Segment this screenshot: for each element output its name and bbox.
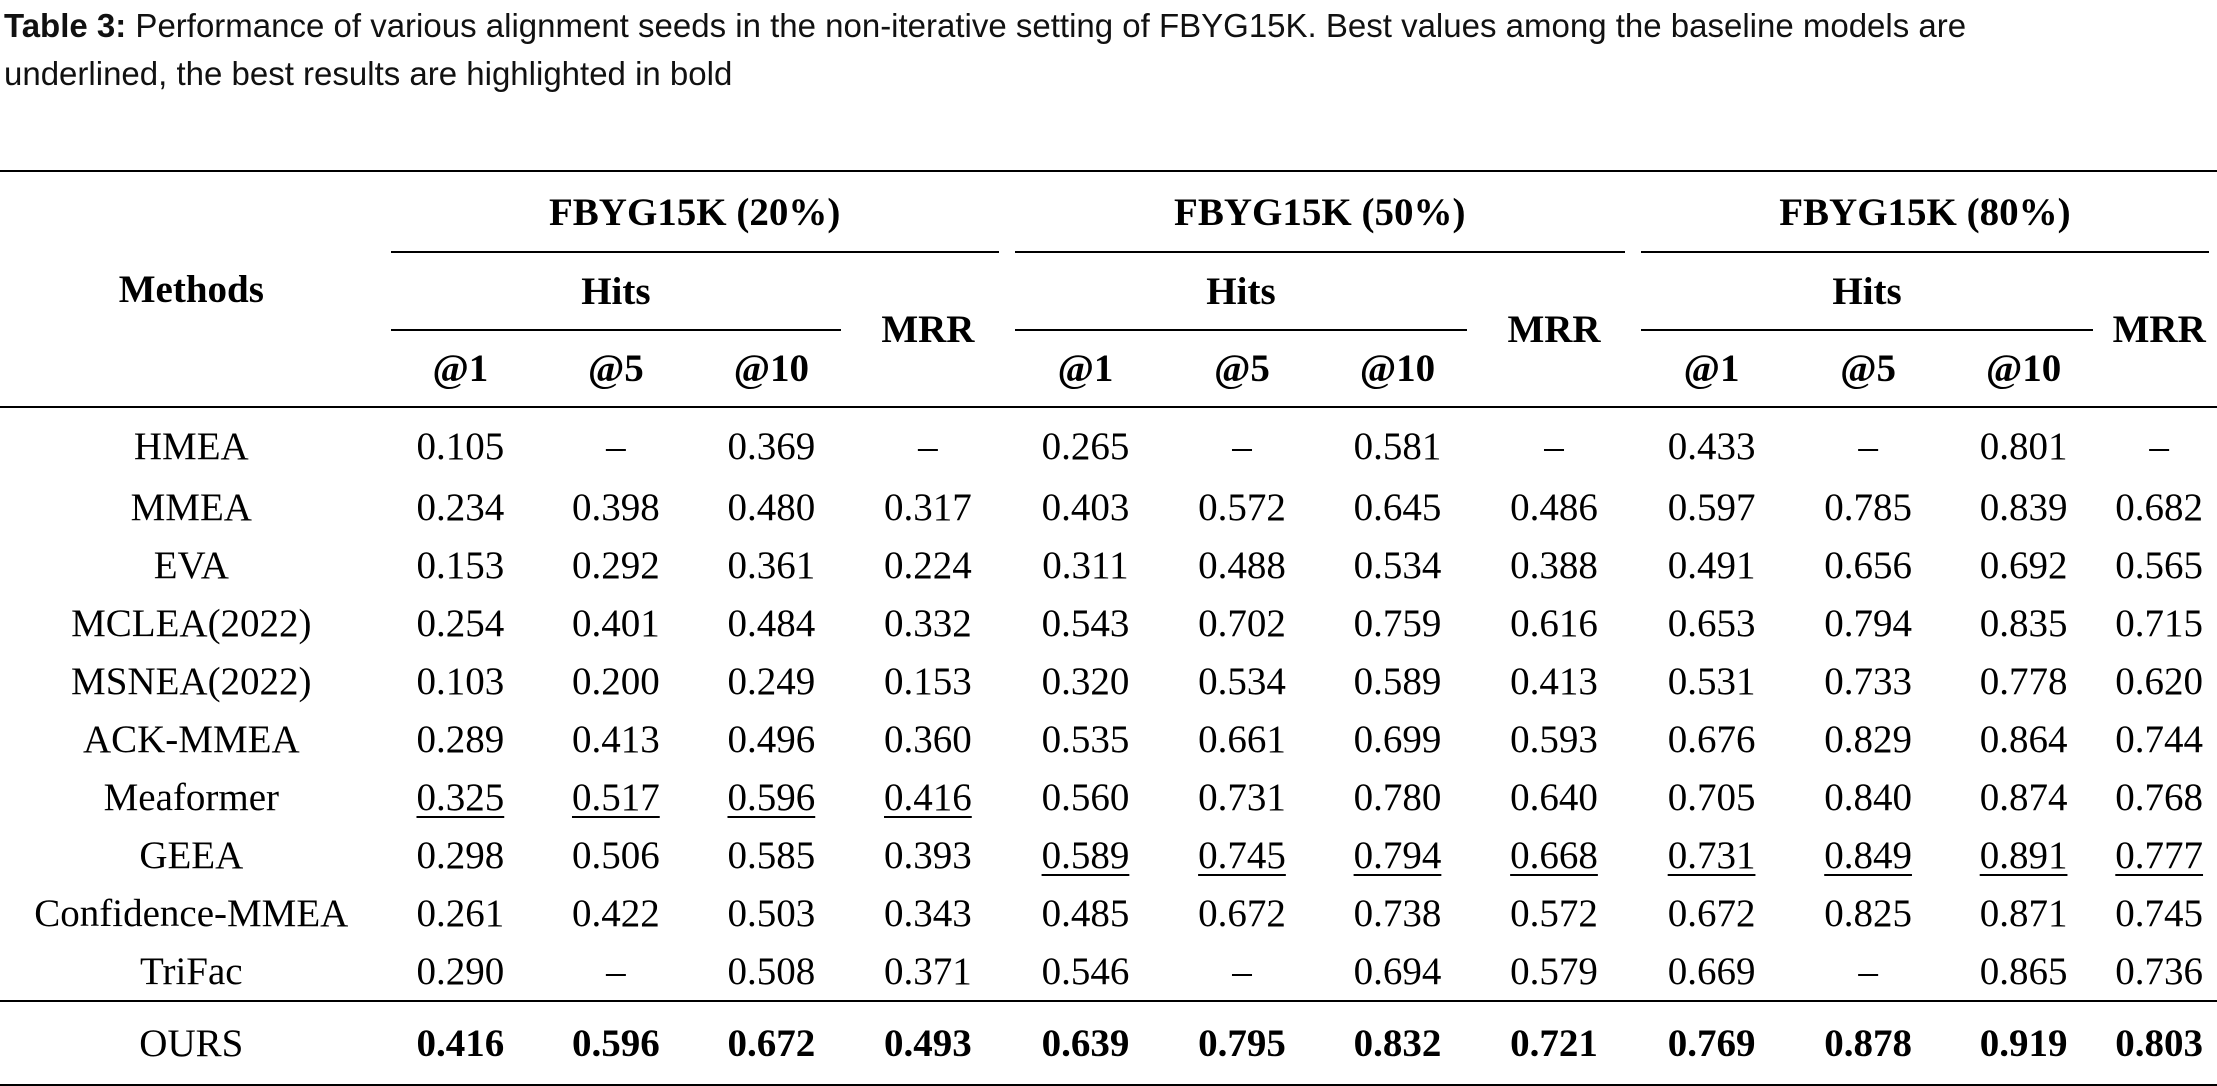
table-cell bbox=[1946, 652, 2102, 710]
table-cell bbox=[694, 652, 850, 710]
table-cell bbox=[694, 407, 850, 478]
cell-value: 0.777 bbox=[2115, 833, 2204, 877]
cell-value: 0.682 bbox=[2115, 485, 2204, 529]
table-cell bbox=[1164, 768, 1320, 826]
cell-value: 0.640 bbox=[1510, 775, 1598, 819]
cell-value: 0.768 bbox=[2115, 775, 2204, 819]
cell-value: 0.672 bbox=[1667, 891, 1756, 935]
hits-at-1-header: @1 bbox=[1633, 330, 1791, 407]
cell-value: 0.401 bbox=[571, 601, 660, 645]
cell-value: 0.496 bbox=[727, 717, 816, 761]
hits-at-10-header: @10 bbox=[1946, 330, 2102, 407]
cell-value: 0.597 bbox=[1667, 485, 1756, 529]
table-cell bbox=[1633, 826, 1791, 884]
table-cell bbox=[1790, 884, 1946, 942]
table-cell bbox=[1790, 826, 1946, 884]
cell-value: 0.702 bbox=[1198, 601, 1286, 645]
cell-value: 0.731 bbox=[1198, 775, 1286, 819]
table-cell bbox=[538, 536, 694, 594]
table-cell bbox=[1475, 884, 1633, 942]
table-caption bbox=[4, 2, 2004, 98]
table-cell bbox=[1946, 710, 2102, 768]
table-cell bbox=[538, 652, 694, 710]
cell-value: 0.572 bbox=[1510, 891, 1598, 935]
cell-value: 0.290 bbox=[416, 949, 505, 993]
table-cell bbox=[538, 478, 694, 536]
method-name: TriFac bbox=[140, 949, 243, 993]
cell-value: 0.416 bbox=[884, 775, 972, 819]
cell-value: 0.645 bbox=[1353, 485, 1442, 529]
table-cell bbox=[1633, 884, 1791, 942]
cell-value: 0.403 bbox=[1041, 485, 1130, 529]
cell-value: 0.371 bbox=[884, 949, 972, 993]
method-name: MCLEA(2022) bbox=[71, 601, 312, 645]
table-cell bbox=[1164, 407, 1320, 478]
method-name: MSNEA(2022) bbox=[71, 659, 312, 703]
table-cell bbox=[538, 942, 694, 1001]
cell-value: 0.153 bbox=[416, 543, 505, 587]
cell-value: 0.596 bbox=[727, 775, 816, 819]
cell-value: 0.343 bbox=[884, 891, 972, 935]
table-cell bbox=[1320, 768, 1476, 826]
method-name: Confidence-MMEA bbox=[34, 891, 349, 935]
cell-value: 0.398 bbox=[571, 485, 660, 529]
cell-value: 0.661 bbox=[1198, 717, 1286, 761]
cell-value: 0.736 bbox=[2115, 949, 2204, 993]
best-cell: 0.493 bbox=[849, 1001, 1007, 1085]
cell-value: 0.668 bbox=[1510, 833, 1598, 877]
table-cell bbox=[1007, 407, 1165, 478]
table-cell bbox=[2101, 594, 2217, 652]
method-name: MMEA bbox=[130, 485, 252, 529]
table-cell bbox=[1007, 826, 1165, 884]
table-cell bbox=[2101, 942, 2217, 1001]
table-row bbox=[0, 942, 2217, 1001]
table-cell bbox=[849, 768, 1007, 826]
table-cell bbox=[694, 884, 850, 942]
cell-value: 0.480 bbox=[727, 485, 816, 529]
hits-at-5-header: @5 bbox=[1164, 330, 1320, 407]
best-cell: 0.795 bbox=[1164, 1001, 1320, 1085]
table-cell bbox=[1007, 768, 1165, 826]
method-name: OURS bbox=[0, 1001, 383, 1085]
cell-value: 0.254 bbox=[416, 601, 505, 645]
best-cell: 0.878 bbox=[1790, 1001, 1946, 1085]
table-cell bbox=[1790, 536, 1946, 594]
table-cell bbox=[849, 710, 1007, 768]
table-row bbox=[0, 652, 2217, 710]
table-row bbox=[0, 710, 2217, 768]
hits-at-5-header: @5 bbox=[1790, 330, 1946, 407]
table-cell bbox=[1633, 652, 1791, 710]
cell-value: 0.224 bbox=[884, 543, 972, 587]
table-cell bbox=[1320, 407, 1476, 478]
cell-value: 0.835 bbox=[1979, 601, 2068, 645]
hits-at-1-header: @1 bbox=[383, 330, 539, 407]
table-cell bbox=[1164, 826, 1320, 884]
cell-value: 0.361 bbox=[727, 543, 816, 587]
cell-value: 0.311 bbox=[1042, 543, 1129, 587]
cell-value: 0.422 bbox=[571, 891, 660, 935]
mrr-header-80: MRR bbox=[2101, 252, 2217, 407]
table-cell bbox=[1164, 710, 1320, 768]
table-row bbox=[0, 768, 2217, 826]
cell-value: – bbox=[1232, 949, 1252, 993]
table-cell bbox=[1007, 536, 1165, 594]
cell-value: 0.234 bbox=[416, 485, 505, 529]
table-cell bbox=[1320, 478, 1476, 536]
table-cell bbox=[1007, 478, 1165, 536]
hits-at-10-header: @10 bbox=[694, 330, 850, 407]
cell-value: 0.488 bbox=[1198, 543, 1286, 587]
cell-value: 0.840 bbox=[1824, 775, 1912, 819]
table-cell bbox=[2101, 652, 2217, 710]
cell-value: – bbox=[918, 424, 938, 468]
cell-value: 0.738 bbox=[1353, 891, 1442, 935]
best-cell: 0.639 bbox=[1007, 1001, 1165, 1085]
hits-header-50: Hits bbox=[1007, 252, 1476, 330]
cell-value: 0.388 bbox=[1510, 543, 1598, 587]
cell-value: 0.585 bbox=[727, 833, 816, 877]
cell-value: 0.298 bbox=[416, 833, 505, 877]
best-cell: 0.803 bbox=[2101, 1001, 2217, 1085]
cell-value: – bbox=[606, 949, 626, 993]
cell-value: 0.653 bbox=[1667, 601, 1756, 645]
table-cell bbox=[1475, 407, 1633, 478]
best-cell: 0.832 bbox=[1320, 1001, 1476, 1085]
cell-value: 0.829 bbox=[1824, 717, 1912, 761]
results-table bbox=[0, 170, 2217, 1086]
cell-value: 0.261 bbox=[416, 891, 505, 935]
table-cell bbox=[383, 884, 539, 942]
table-cell bbox=[1475, 710, 1633, 768]
cell-value: 0.871 bbox=[1979, 891, 2068, 935]
table-cell bbox=[1164, 942, 1320, 1001]
cell-value: 0.491 bbox=[1667, 543, 1756, 587]
table-cell bbox=[538, 594, 694, 652]
cell-value: 0.579 bbox=[1510, 949, 1598, 993]
table-cell bbox=[538, 884, 694, 942]
table-cell bbox=[1007, 594, 1165, 652]
table-cell bbox=[694, 768, 850, 826]
cell-value: 0.616 bbox=[1510, 601, 1598, 645]
cell-value: 0.332 bbox=[884, 601, 972, 645]
cell-value: 0.593 bbox=[1510, 717, 1598, 761]
table-row bbox=[0, 884, 2217, 942]
table-cell bbox=[849, 884, 1007, 942]
cell-value: 0.794 bbox=[1824, 601, 1912, 645]
cell-value: 0.589 bbox=[1041, 833, 1130, 877]
cell-value: 0.839 bbox=[1979, 485, 2068, 529]
caption-label: Table 3: bbox=[4, 7, 127, 44]
table-cell bbox=[694, 594, 850, 652]
cell-value: – bbox=[1232, 424, 1252, 468]
cell-value: 0.801 bbox=[1979, 424, 2068, 468]
table-cell bbox=[1475, 594, 1633, 652]
table-cell bbox=[383, 768, 539, 826]
cell-value: 0.692 bbox=[1979, 543, 2068, 587]
table-cell bbox=[1946, 536, 2102, 594]
table-cell bbox=[1475, 768, 1633, 826]
cell-value: 0.393 bbox=[884, 833, 972, 877]
cell-value: 0.785 bbox=[1824, 485, 1912, 529]
table-cell bbox=[1790, 594, 1946, 652]
table-cell bbox=[2101, 478, 2217, 536]
table-cell bbox=[1790, 942, 1946, 1001]
table-cell bbox=[1790, 407, 1946, 478]
cell-value: 0.543 bbox=[1041, 601, 1130, 645]
table-cell bbox=[694, 536, 850, 594]
table-cell bbox=[1007, 710, 1165, 768]
table-cell bbox=[1007, 884, 1165, 942]
method-name: EVA bbox=[153, 543, 229, 587]
table-cell bbox=[1633, 407, 1791, 478]
table-cell bbox=[1475, 478, 1633, 536]
cell-value: 0.672 bbox=[1198, 891, 1286, 935]
method-name: GEEA bbox=[139, 833, 244, 877]
table-cell bbox=[1633, 536, 1791, 594]
table-cell bbox=[383, 536, 539, 594]
cell-value: 0.825 bbox=[1824, 891, 1912, 935]
table-cell bbox=[2101, 536, 2217, 594]
group-header-20: FBYG15K (20%) bbox=[383, 171, 1007, 252]
cell-value: 0.794 bbox=[1353, 833, 1442, 877]
table-cell bbox=[1790, 768, 1946, 826]
cell-value: 0.699 bbox=[1353, 717, 1442, 761]
table-cell bbox=[849, 826, 1007, 884]
table-cell bbox=[1320, 884, 1476, 942]
cell-value: 0.508 bbox=[727, 949, 816, 993]
table-cell bbox=[1790, 478, 1946, 536]
table-cell bbox=[849, 594, 1007, 652]
cell-value: 0.413 bbox=[571, 717, 660, 761]
table-cell bbox=[2101, 710, 2217, 768]
table-cell bbox=[383, 710, 539, 768]
table-cell bbox=[1007, 942, 1165, 1001]
cell-value: 0.325 bbox=[416, 775, 505, 819]
table-cell bbox=[849, 652, 1007, 710]
cell-value: 0.546 bbox=[1041, 949, 1130, 993]
table-cell bbox=[1946, 478, 2102, 536]
table-cell bbox=[1790, 652, 1946, 710]
table-cell bbox=[1633, 710, 1791, 768]
table-cell bbox=[383, 942, 539, 1001]
table-cell bbox=[1320, 710, 1476, 768]
cell-value: 0.249 bbox=[727, 659, 816, 703]
cell-value: 0.581 bbox=[1353, 424, 1442, 468]
cell-value: 0.560 bbox=[1041, 775, 1130, 819]
cell-value: 0.891 bbox=[1979, 833, 2068, 877]
table-cell bbox=[1633, 478, 1791, 536]
cell-value: 0.360 bbox=[884, 717, 972, 761]
cell-value: 0.531 bbox=[1667, 659, 1756, 703]
table-cell bbox=[383, 478, 539, 536]
cell-value: 0.864 bbox=[1979, 717, 2068, 761]
table-cell bbox=[1475, 942, 1633, 1001]
table-cell bbox=[1320, 536, 1476, 594]
cell-value: 0.589 bbox=[1353, 659, 1442, 703]
cell-value: 0.485 bbox=[1041, 891, 1130, 935]
cell-value: 0.413 bbox=[1510, 659, 1598, 703]
cell-value: 0.715 bbox=[2115, 601, 2204, 645]
cell-value: 0.849 bbox=[1824, 833, 1912, 877]
cell-value: 0.433 bbox=[1667, 424, 1756, 468]
cell-value: 0.874 bbox=[1979, 775, 2068, 819]
cell-value: – bbox=[1544, 424, 1564, 468]
best-cell: 0.769 bbox=[1633, 1001, 1791, 1085]
methods-header: Methods bbox=[0, 171, 383, 407]
table-cell bbox=[1946, 594, 2102, 652]
table-row bbox=[0, 407, 2217, 478]
table-cell bbox=[1475, 826, 1633, 884]
best-cell: 0.919 bbox=[1946, 1001, 2102, 1085]
table-cell bbox=[383, 407, 539, 478]
cell-value: – bbox=[1858, 949, 1878, 993]
table-cell bbox=[538, 710, 694, 768]
table-cell bbox=[2101, 768, 2217, 826]
table-cell bbox=[2101, 826, 2217, 884]
table-cell bbox=[1946, 407, 2102, 478]
table-cell bbox=[1946, 884, 2102, 942]
cell-value: 0.865 bbox=[1979, 949, 2068, 993]
cell-value: 0.745 bbox=[2115, 891, 2204, 935]
table-cell bbox=[1164, 594, 1320, 652]
table-cell bbox=[694, 710, 850, 768]
cell-value: 0.669 bbox=[1667, 949, 1756, 993]
table-cell bbox=[383, 826, 539, 884]
cell-value: – bbox=[1858, 424, 1878, 468]
table-cell bbox=[1007, 652, 1165, 710]
method-name: ACK-MMEA bbox=[82, 717, 300, 761]
table-cell bbox=[1475, 536, 1633, 594]
table-row bbox=[0, 536, 2217, 594]
cell-value: 0.317 bbox=[884, 485, 972, 529]
best-cell: 0.596 bbox=[538, 1001, 694, 1085]
cell-value: 0.731 bbox=[1667, 833, 1756, 877]
cell-value: 0.292 bbox=[571, 543, 660, 587]
table-cell bbox=[1946, 826, 2102, 884]
caption-text: Performance of various alignment seeds in the non-iterative setting of FBYG15K. Best values among the baseline models are underlined, the best results are highlighted in bold bbox=[4, 7, 1967, 92]
cell-value: 0.705 bbox=[1667, 775, 1756, 819]
table-cell bbox=[694, 826, 850, 884]
cell-value: 0.289 bbox=[416, 717, 505, 761]
table-body bbox=[0, 407, 2217, 1085]
group-header-50: FBYG15K (50%) bbox=[1007, 171, 1633, 252]
best-cell: 0.416 bbox=[383, 1001, 539, 1085]
table-cell bbox=[849, 478, 1007, 536]
ours-row bbox=[0, 1001, 2217, 1085]
cell-value: 0.778 bbox=[1979, 659, 2068, 703]
table-cell bbox=[1164, 478, 1320, 536]
cell-value: 0.200 bbox=[571, 659, 660, 703]
cell-value: 0.105 bbox=[416, 424, 505, 468]
table-cell bbox=[538, 768, 694, 826]
group-header-80: FBYG15K (80%) bbox=[1633, 171, 2217, 252]
cell-value: 0.486 bbox=[1510, 485, 1598, 529]
cell-value: 0.534 bbox=[1198, 659, 1286, 703]
table-cell bbox=[1320, 594, 1476, 652]
table-cell bbox=[1164, 536, 1320, 594]
table-cell bbox=[694, 478, 850, 536]
cell-value: 0.153 bbox=[884, 659, 972, 703]
hits-header-80: Hits bbox=[1633, 252, 2102, 330]
table-cell bbox=[1320, 942, 1476, 1001]
cell-value: 0.265 bbox=[1041, 424, 1130, 468]
table-cell bbox=[1633, 594, 1791, 652]
table-cell bbox=[2101, 407, 2217, 478]
table-cell bbox=[1946, 768, 2102, 826]
table-cell bbox=[383, 594, 539, 652]
cell-value: 0.565 bbox=[2115, 543, 2204, 587]
cell-value: 0.620 bbox=[2115, 659, 2204, 703]
table-cell bbox=[849, 536, 1007, 594]
table-row bbox=[0, 594, 2217, 652]
table-cell bbox=[1633, 942, 1791, 1001]
table-cell bbox=[1475, 652, 1633, 710]
hits-at-1-header: @1 bbox=[1007, 330, 1165, 407]
cell-value: 0.780 bbox=[1353, 775, 1442, 819]
table-row bbox=[0, 478, 2217, 536]
hits-header-20: Hits bbox=[383, 252, 850, 330]
cell-value: 0.534 bbox=[1353, 543, 1442, 587]
table-cell bbox=[1164, 652, 1320, 710]
table-cell bbox=[694, 942, 850, 1001]
table-cell bbox=[1633, 768, 1791, 826]
hits-at-10-header: @10 bbox=[1320, 330, 1476, 407]
cell-value: 0.535 bbox=[1041, 717, 1130, 761]
hits-at-5-header: @5 bbox=[538, 330, 694, 407]
cell-value: 0.656 bbox=[1824, 543, 1912, 587]
cell-value: 0.484 bbox=[727, 601, 816, 645]
cell-value: 0.745 bbox=[1198, 833, 1286, 877]
table-cell bbox=[1790, 710, 1946, 768]
best-cell: 0.721 bbox=[1475, 1001, 1633, 1085]
table-cell bbox=[2101, 884, 2217, 942]
table-cell bbox=[1164, 884, 1320, 942]
table-cell bbox=[849, 942, 1007, 1001]
mrr-header-50: MRR bbox=[1475, 252, 1633, 407]
cell-value: 0.759 bbox=[1353, 601, 1442, 645]
cell-value: 0.320 bbox=[1041, 659, 1130, 703]
table-cell bbox=[1946, 942, 2102, 1001]
table-row bbox=[0, 826, 2217, 884]
cell-value: 0.676 bbox=[1667, 717, 1756, 761]
table-cell bbox=[538, 826, 694, 884]
table-cell bbox=[538, 407, 694, 478]
best-cell: 0.672 bbox=[694, 1001, 850, 1085]
method-name: Meaformer bbox=[103, 775, 279, 819]
cell-value: 0.369 bbox=[727, 424, 816, 468]
table-cell bbox=[1320, 652, 1476, 710]
mrr-header-20: MRR bbox=[849, 252, 1007, 407]
cell-value: – bbox=[2149, 424, 2169, 468]
cell-value: – bbox=[606, 424, 626, 468]
cell-value: 0.733 bbox=[1824, 659, 1912, 703]
cell-value: 0.517 bbox=[571, 775, 660, 819]
cell-value: 0.506 bbox=[571, 833, 660, 877]
cell-value: 0.572 bbox=[1198, 485, 1286, 529]
cell-value: 0.694 bbox=[1353, 949, 1442, 993]
table-cell bbox=[1320, 826, 1476, 884]
cell-value: 0.103 bbox=[416, 659, 505, 703]
method-name: HMEA bbox=[133, 424, 249, 468]
table-cell bbox=[849, 407, 1007, 478]
table-cell bbox=[383, 652, 539, 710]
cell-value: 0.503 bbox=[727, 891, 816, 935]
cell-value: 0.744 bbox=[2115, 717, 2204, 761]
